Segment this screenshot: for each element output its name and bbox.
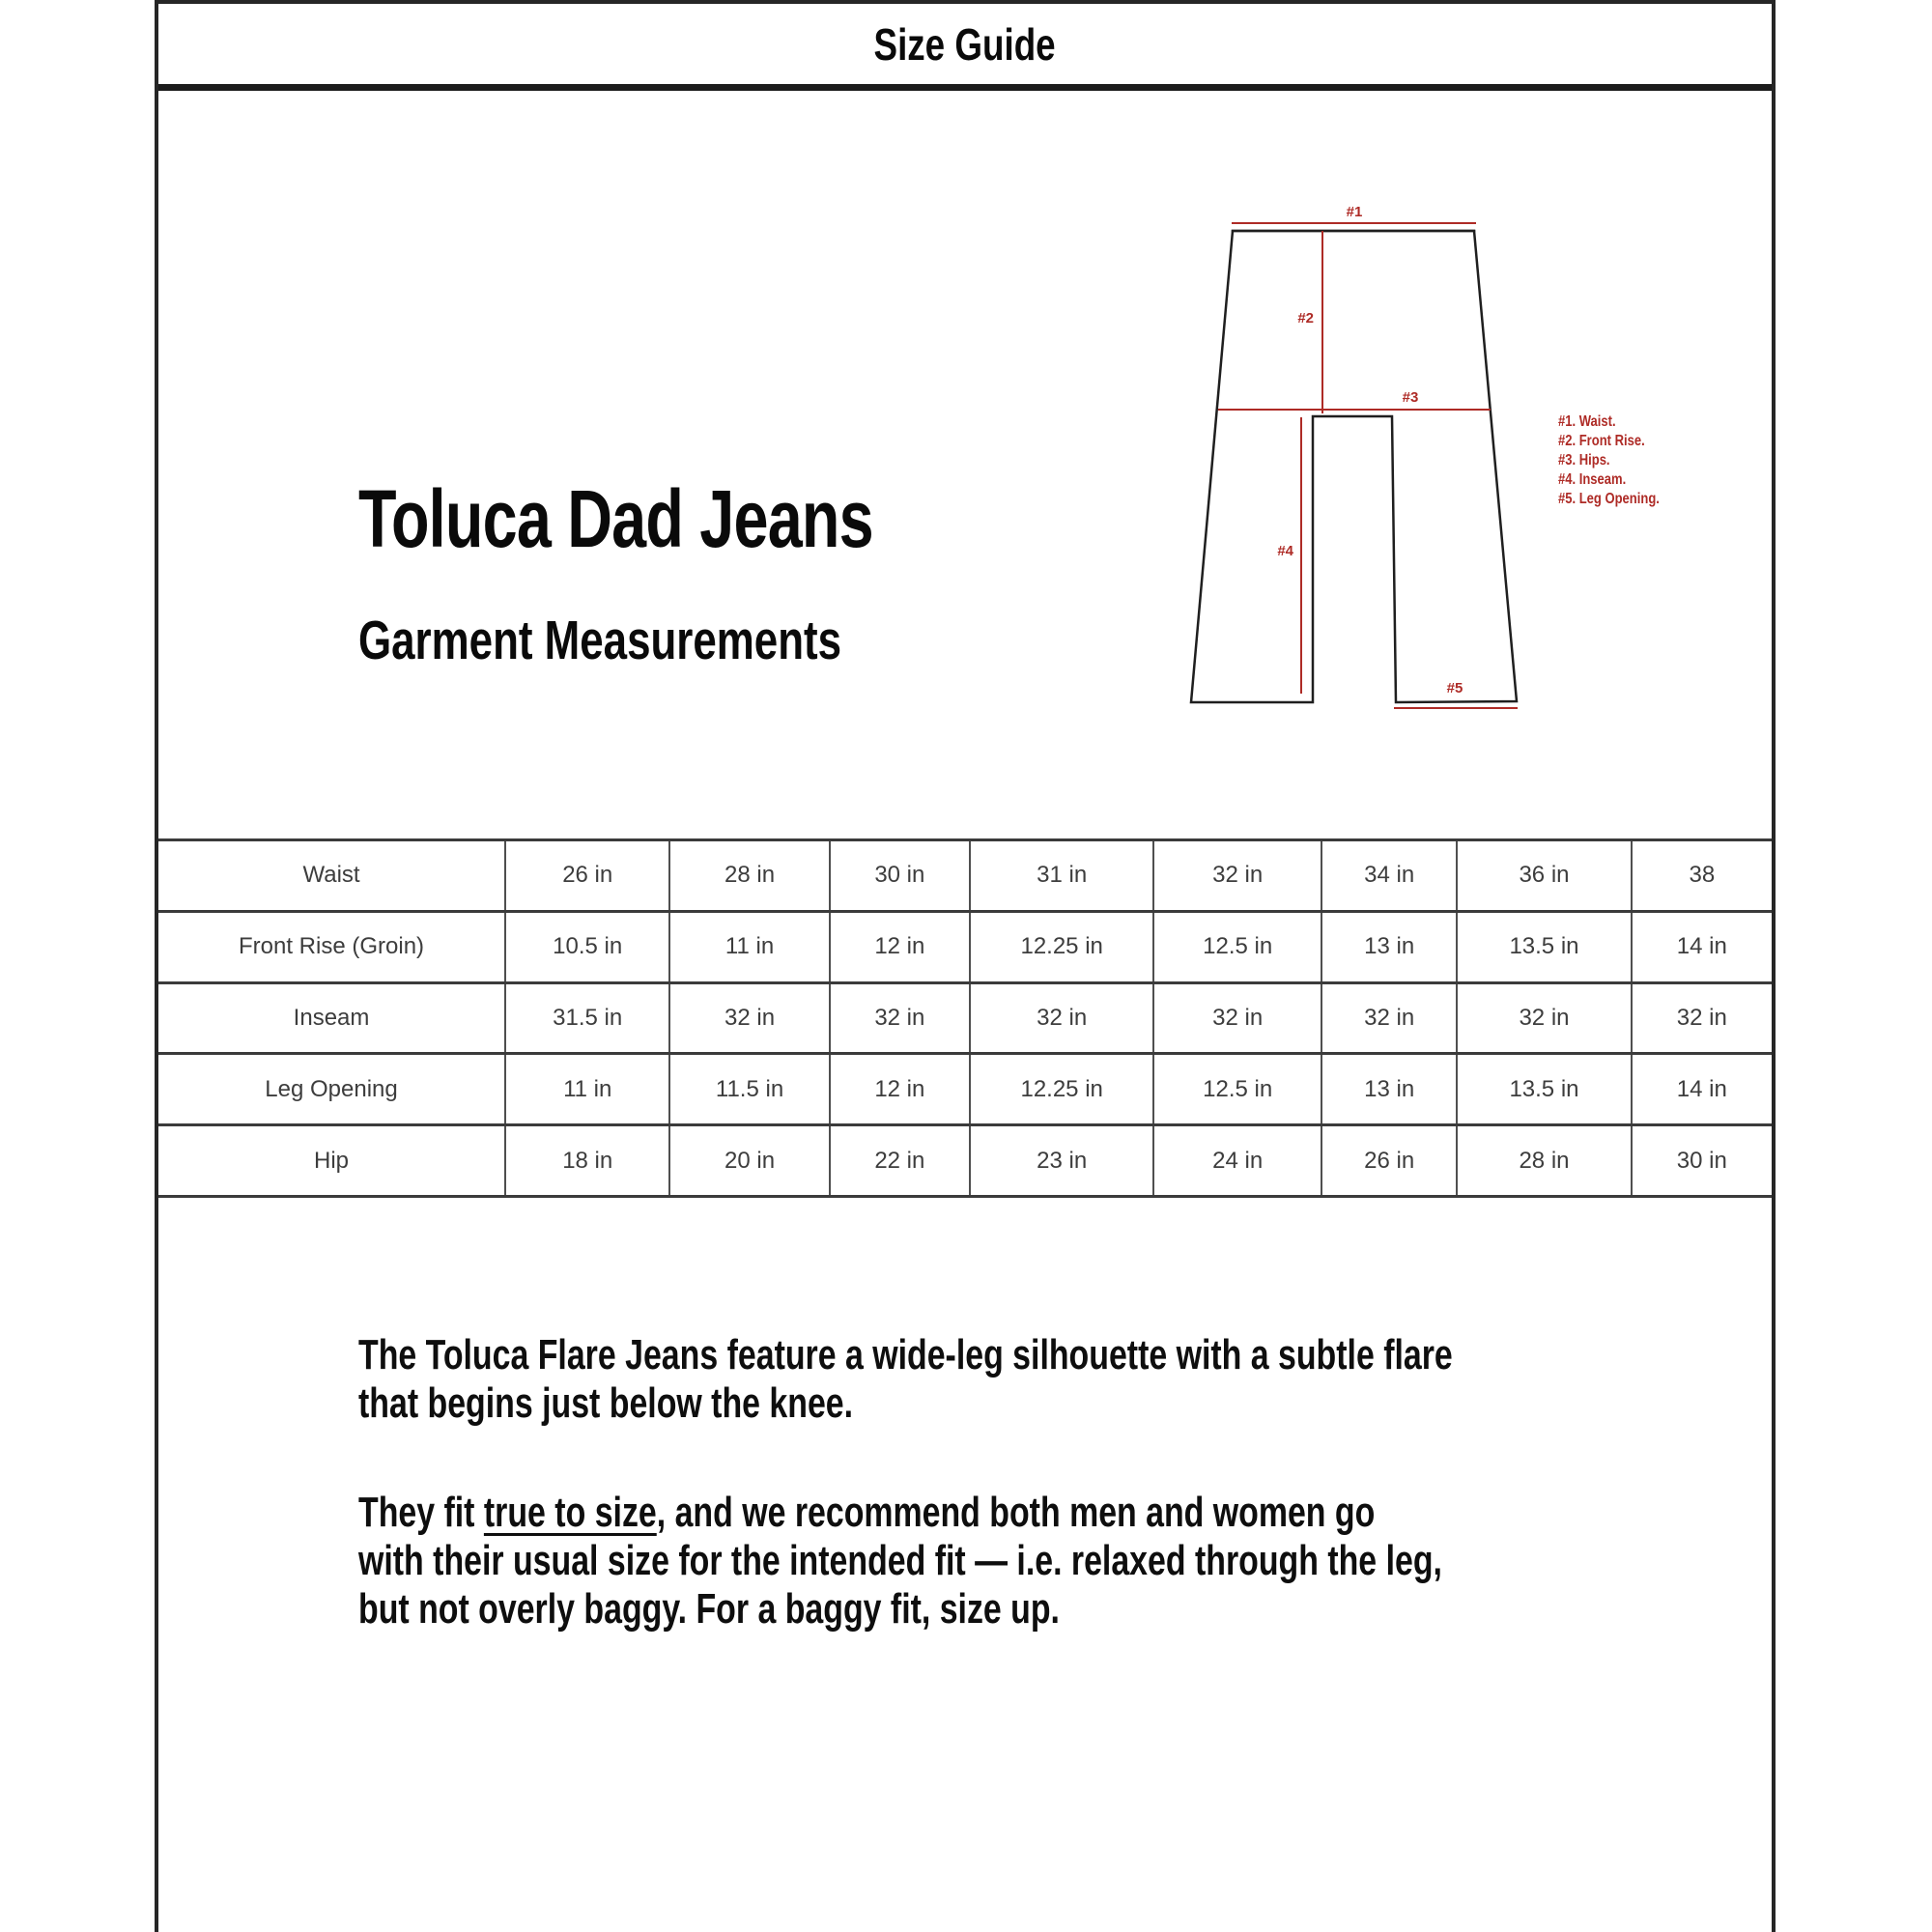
row-label-cell: Front Rise (Groin) (158, 911, 505, 982)
true-to-size-underline: true to size (483, 1489, 657, 1536)
description-line: The Toluca Flare Jeans feature a wide-leg silhouette with a subtle flare (358, 1331, 1453, 1378)
legend-item-leg-opening: #5. Leg Opening. (1558, 491, 1660, 507)
table-row (158, 1125, 1772, 1197)
front-rise-measure-label: #2 (1297, 310, 1314, 327)
size-value-cell: 13 in (1321, 911, 1457, 982)
size-value-cell: 28 in (669, 840, 829, 912)
size-value-cell: 18 in (505, 1125, 669, 1197)
table-row (158, 911, 1772, 982)
size-value-cell: 30 in (830, 840, 970, 912)
pants-outline (1191, 231, 1517, 702)
size-value-cell: 12.5 in (1153, 1054, 1321, 1125)
size-guide-frame (155, 0, 1776, 1932)
size-value-cell: 13.5 in (1457, 911, 1631, 982)
row-label-cell: Inseam (158, 982, 505, 1054)
size-value-cell: 12 in (830, 1054, 970, 1125)
size-value-cell: 14 in (1632, 1054, 1772, 1125)
row-label-cell: Waist (158, 840, 505, 912)
size-value-cell: 32 in (970, 982, 1153, 1054)
table-row (158, 1054, 1772, 1125)
size-value-cell: 20 in (669, 1125, 829, 1197)
description-line: with their usual size for the intended fit — i.e. relaxed through the leg, (358, 1537, 1442, 1584)
row-label-cell: Leg Opening (158, 1054, 505, 1125)
description-line (358, 1489, 1593, 1537)
size-value-cell: 36 in (1457, 840, 1631, 912)
size-value-cell: 31.5 in (505, 982, 669, 1054)
size-value-cell: 28 in (1457, 1125, 1631, 1197)
description-text (358, 1331, 1593, 1634)
waist-measure-label: #1 (1346, 204, 1363, 220)
size-value-cell: 23 in (970, 1125, 1153, 1197)
size-value-cell: 12.25 in (970, 1054, 1153, 1125)
size-value-cell: 11.5 in (669, 1054, 829, 1125)
size-value-cell: 14 in (1632, 911, 1772, 982)
legend-item-inseam: #4. Inseam. (1558, 471, 1627, 488)
hips-measure-label: #3 (1402, 389, 1419, 406)
size-value-cell: 38 (1632, 840, 1772, 912)
size-value-cell: 26 in (1321, 1125, 1457, 1197)
size-value-cell: 11 in (669, 911, 829, 982)
size-value-cell: 32 in (1457, 982, 1631, 1054)
inseam-measure-label: #4 (1277, 543, 1293, 559)
size-value-cell: 24 in (1153, 1125, 1321, 1197)
size-value-cell: 26 in (505, 840, 669, 912)
description-paragraph-2 (358, 1489, 1593, 1634)
legend-item-front-rise: #2. Front Rise. (1558, 433, 1645, 449)
page-title: Size Guide (873, 18, 1057, 70)
size-value-cell: 13 in (1321, 1054, 1457, 1125)
size-measurements-table (158, 838, 1772, 1198)
fit-text-suffix: , and we recommend both men and women go (656, 1489, 1376, 1536)
description-line: but not overly baggy. For a baggy fit, size up. (358, 1585, 1060, 1633)
size-value-cell: 32 in (1321, 982, 1457, 1054)
size-value-cell: 34 in (1321, 840, 1457, 912)
header-bar (158, 4, 1772, 91)
pants-measurement-diagram (1157, 188, 1582, 739)
size-value-cell: 32 in (1632, 982, 1772, 1054)
leg-opening-measure-label: #5 (1446, 680, 1463, 696)
size-value-cell: 32 in (669, 982, 829, 1054)
table-row (158, 840, 1772, 912)
fit-text-prefix: They fit (358, 1489, 484, 1536)
size-value-cell: 32 in (1153, 982, 1321, 1054)
size-value-cell: 30 in (1632, 1125, 1772, 1197)
table-row (158, 982, 1772, 1054)
size-value-cell: 13.5 in (1457, 1054, 1631, 1125)
description-line: that begins just below the knee. (358, 1379, 854, 1427)
size-value-cell: 12 in (830, 911, 970, 982)
size-value-cell: 12.25 in (970, 911, 1153, 982)
size-value-cell: 32 in (1153, 840, 1321, 912)
size-value-cell: 22 in (830, 1125, 970, 1197)
measurement-legend (1558, 412, 1660, 509)
size-value-cell: 11 in (505, 1054, 669, 1125)
size-value-cell: 12.5 in (1153, 911, 1321, 982)
legend-item-waist: #1. Waist. (1558, 413, 1616, 430)
size-value-cell: 31 in (970, 840, 1153, 912)
row-label-cell: Hip (158, 1125, 505, 1197)
legend-item-hips: #3. Hips. (1558, 452, 1610, 469)
product-title: Toluca Dad Jeans (358, 473, 873, 564)
size-value-cell: 32 in (830, 982, 970, 1054)
product-subtitle: Garment Measurements (358, 610, 842, 671)
size-value-cell: 10.5 in (505, 911, 669, 982)
description-paragraph-1 (358, 1331, 1593, 1428)
